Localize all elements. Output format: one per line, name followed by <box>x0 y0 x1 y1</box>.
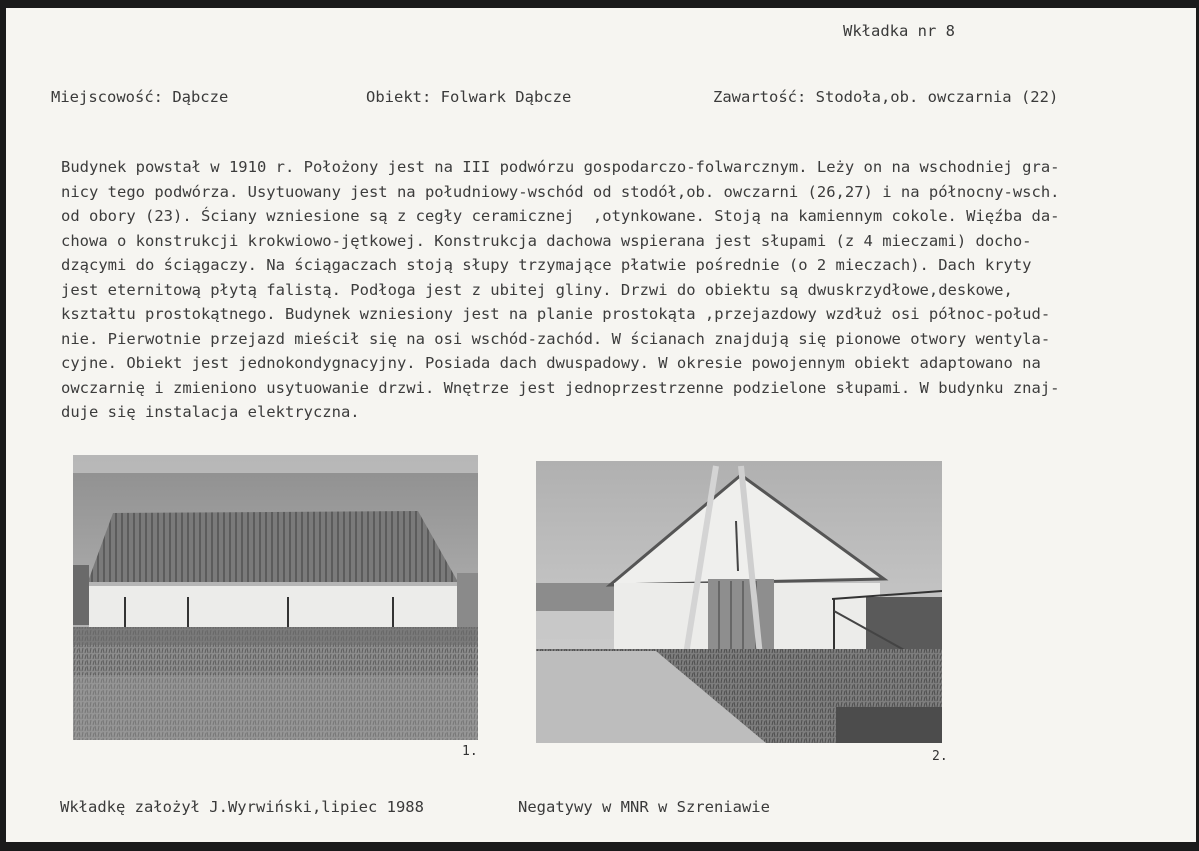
photo-barn-side <box>73 455 478 740</box>
object-label: Obiekt: Folwark Dąbcze <box>366 88 572 106</box>
description-line: cyjne. Obiekt jest jednokondygnacyjny. Posiada dach dwuspadowy. W okresie powojennym obiekt adaptowano na <box>61 354 1041 372</box>
insert-number: Wkładka nr 8 <box>843 22 955 40</box>
contents-label: Zawartość: Stodoła,ob. owczarnia (22) <box>713 88 1059 106</box>
barn-side-illustration <box>73 455 478 740</box>
description-line: duje się instalacja elektryczna. <box>61 403 360 421</box>
description-line: chowa o konstrukcji krokwiowo-jętkowej. Konstrukcja dachowa wspierana jest słupami (z 4 mieczami) docho- <box>61 231 1032 250</box>
description-line: nie. Pierwotnie przejazd mieścił się na osi wschód-zachód. W ścianach znajdują się pionowe otwory wentyla- <box>61 329 1051 348</box>
photo-barn-gable <box>536 461 942 743</box>
description-line: od obory (23). Ściany wzniesione są z cegły ceramicznej ,otynkowane. Stoją na kamiennym cokole. Więźba da- <box>61 207 1060 225</box>
author-note: Wkładkę założył J.Wyrwiński,lipiec 1988 <box>60 798 424 816</box>
description-text <box>61 155 1161 425</box>
description-line: owczarnię i zmieniono usytuowanie drzwi. Wnętrze jest jednoprzestrzenne podzielone słupami. W budynku znaj- <box>61 378 1060 397</box>
description-line: nicy tego podwórza. Usytuowany jest na południowy-wschód od stodół,ob. owczarni (26,27) i na północny-wsch. <box>61 182 1060 201</box>
description-line: Budynek powstał w 1910 r. Położony jest na III podwórzu gospodarczo-folwarcznym. Leży on na wschodniej gra- <box>61 158 1060 176</box>
description-line: jest eternitową płytą falistą. Podłoga jest z ubitej gliny. Drzwi do obiektu są dwuskrzydłowe,deskowe, <box>61 280 1013 299</box>
index-card <box>6 8 1196 842</box>
description-line: dzącymi do ściągaczy. Na ściągaczach stoją słupy trzymające płatwie pośrednie (o 2 mieczach). Dach kryty <box>61 256 1032 274</box>
photo-number-2: 2. <box>932 749 948 764</box>
description-line: kształtu prostokątnego. Budynek wzniesiony jest na planie prostokąta ,przejazdowy wzdłuż osi północ-połud- <box>61 305 1051 323</box>
photo-number-1: 1. <box>462 744 478 759</box>
locality-label: Miejscowość: Dąbcze <box>51 88 229 106</box>
negatives-note: Negatywy w MNR w Szreniawie <box>518 798 770 816</box>
barn-gable-illustration <box>536 461 942 743</box>
